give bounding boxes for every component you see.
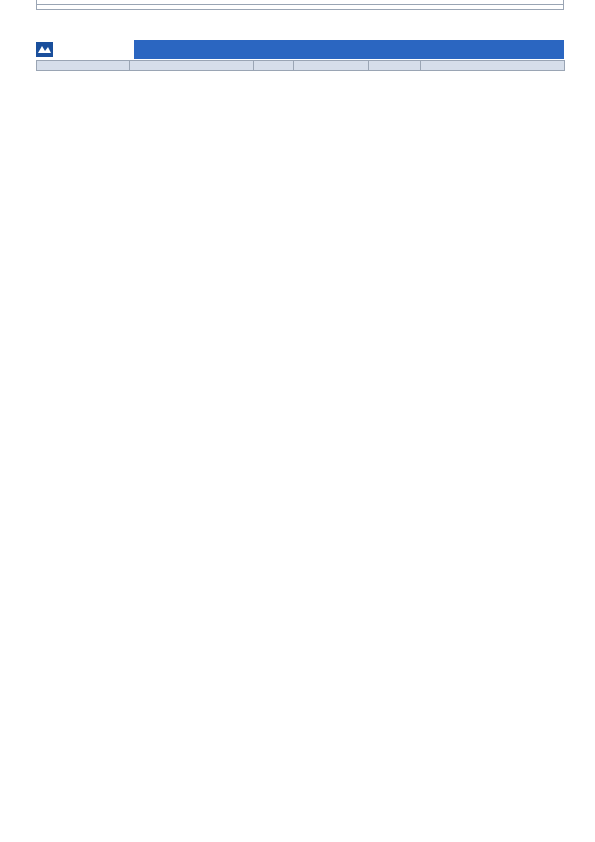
report-header: [36, 39, 564, 60]
table-header-row: [37, 61, 565, 71]
header-unit: [254, 61, 294, 71]
price-table: [36, 60, 565, 71]
logo-icon: [36, 42, 53, 57]
report-title: [134, 40, 564, 59]
analyst-footer: [36, 0, 564, 10]
header-change: [369, 61, 421, 71]
header-today: [294, 61, 369, 71]
header-indicator: [130, 61, 254, 71]
header-date: [37, 61, 130, 71]
header-trend: [421, 61, 565, 71]
company-logo: [36, 39, 134, 60]
